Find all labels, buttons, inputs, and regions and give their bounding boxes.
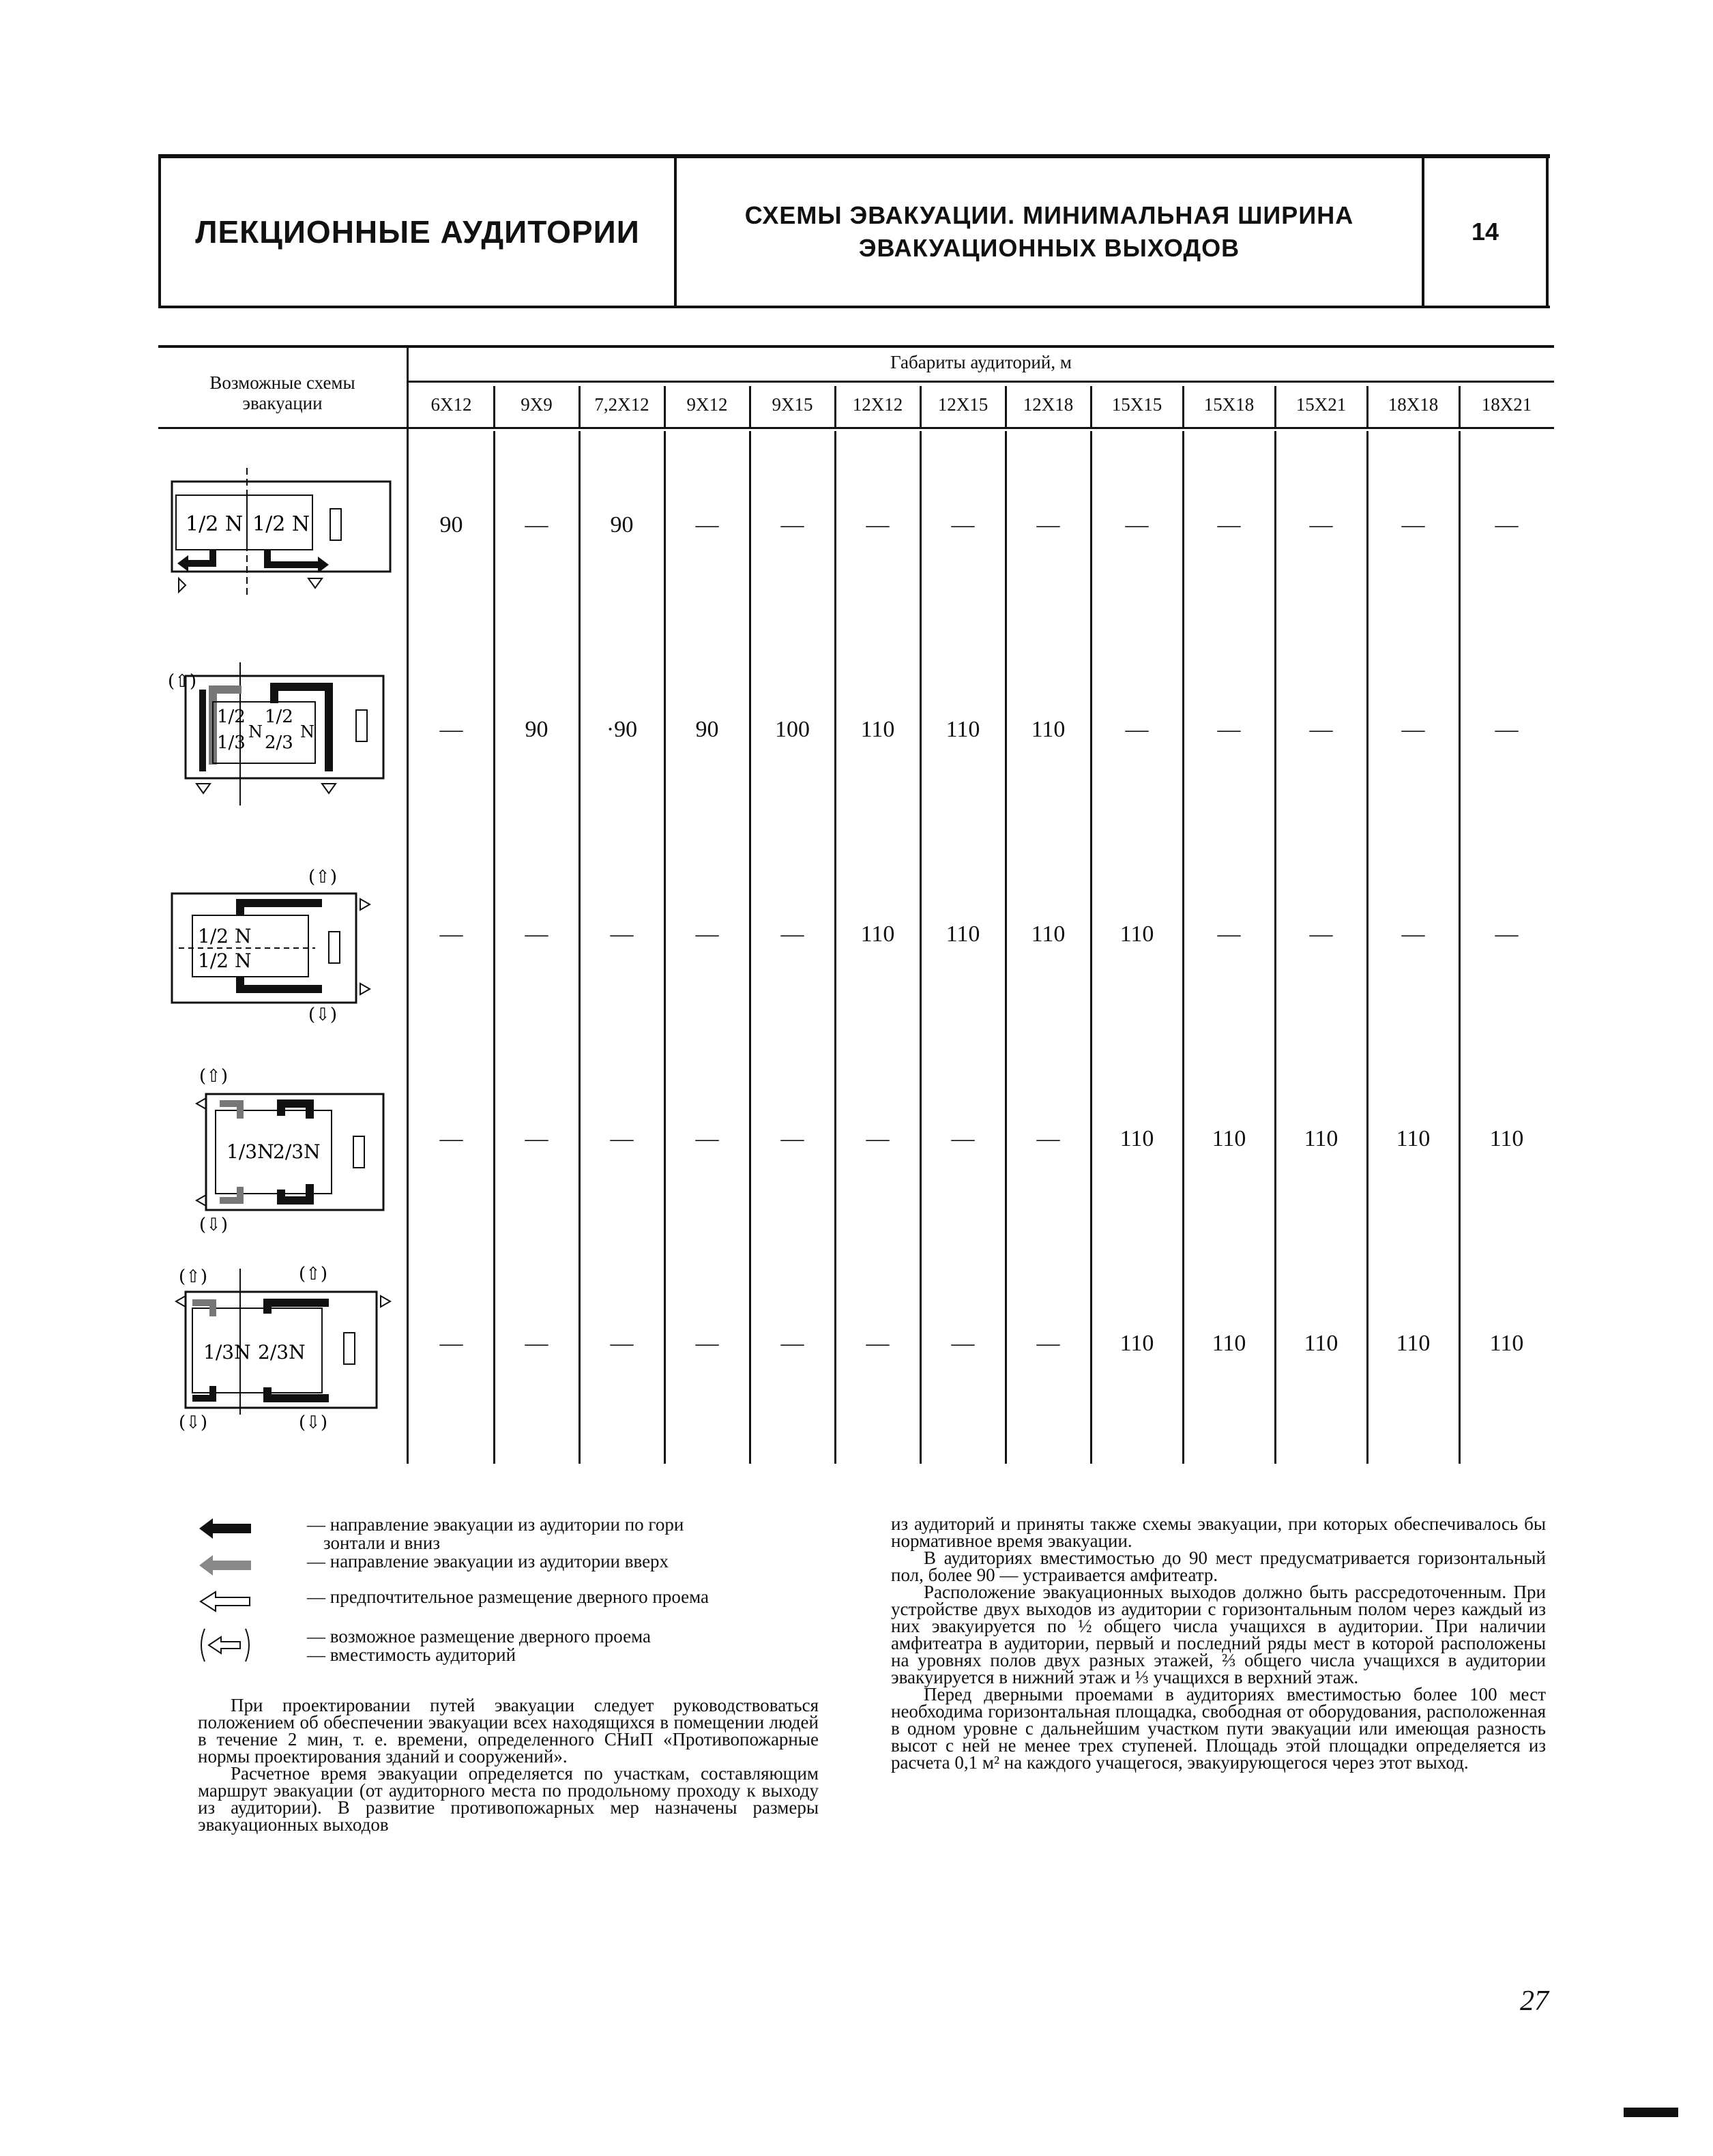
table-cell: 110 — [1031, 717, 1066, 742]
table-cell: — — [1309, 717, 1333, 742]
column-header: 9X15 — [772, 394, 813, 415]
corner-mark — [1624, 2108, 1678, 2117]
header-title-cell — [161, 158, 674, 306]
scheme-label: N — [248, 722, 263, 741]
bracketed-hollow-arrow-icon: (⇧) — [299, 1265, 328, 1284]
table-cell: — — [866, 1126, 890, 1151]
column-divider — [664, 386, 666, 427]
section-number: 14 — [1471, 218, 1499, 246]
table-cell: 110 — [1212, 1331, 1246, 1356]
table-top-rule — [158, 345, 1554, 348]
scheme-label: 2/3N — [273, 1140, 321, 1163]
legend-line: зонтали и вниз — [323, 1533, 440, 1553]
table-cell: 90 — [610, 512, 634, 537]
column-header: 6X12 — [430, 394, 472, 415]
table-header-bottom-rule — [158, 427, 1554, 429]
column-header: 18X21 — [1481, 394, 1532, 415]
column-header: 15X15 — [1111, 394, 1162, 415]
table-cell: — — [951, 1126, 975, 1151]
column-header: 9X12 — [686, 394, 728, 415]
column-header: 12X12 — [852, 394, 903, 415]
scheme-diagram-4 — [165, 1067, 404, 1237]
column-divider — [493, 431, 495, 1464]
hollow-arrow-icon — [308, 578, 322, 588]
solid-arrow-icon — [186, 550, 213, 563]
column-divider — [834, 431, 836, 1464]
hatched-arrow-icon — [198, 1552, 252, 1580]
table-cell: — — [525, 512, 548, 537]
table-cell: 90 — [439, 512, 463, 537]
hollow-arrow-icon — [179, 578, 186, 592]
hollow-arrow-icon — [360, 899, 370, 910]
table-cell: — — [1036, 1126, 1060, 1151]
solid-arrow-icon — [240, 977, 322, 989]
legend-text — [307, 1588, 825, 1606]
column-divider — [579, 386, 581, 427]
page-subtitle-line2: ЭВАКУАЦИОННЫХ ВЫХОДОВ — [858, 234, 1240, 262]
table-cell: 110 — [1396, 1126, 1431, 1151]
table-cell: 110 — [1031, 921, 1066, 947]
lectern — [356, 710, 367, 741]
table-cell: — — [780, 921, 804, 947]
scheme-header-line2: эвакуации — [242, 393, 323, 413]
table-cell: — — [525, 1331, 548, 1356]
scheme-label: 1/2 — [217, 707, 246, 727]
legend-line: — предпочтительное размещение дверного проема — [307, 1586, 709, 1607]
hatched-arrow-icon — [213, 690, 241, 765]
table-cell: 90 — [525, 717, 548, 742]
arrow-head — [318, 557, 329, 573]
column-divider — [920, 386, 922, 427]
column-divider — [1182, 431, 1184, 1464]
table-cell: — — [1401, 717, 1425, 742]
column-divider — [1090, 386, 1092, 427]
column-divider — [749, 386, 751, 427]
body-text-right — [891, 1513, 1546, 1773]
paragraph: В аудиториях вместимостью до 90 мест предусматривается горизонтальный пол, более 90 — устраивается амфитеатр. — [891, 1548, 1546, 1585]
table-cell: 90 — [695, 717, 719, 742]
table-cell: — — [439, 717, 463, 742]
legend-line: — возможное размещение дверного проема — [307, 1626, 651, 1646]
table-cell: 110 — [946, 921, 980, 947]
column-divider — [1005, 431, 1007, 1464]
lectern — [353, 1136, 364, 1168]
table-cell: 100 — [775, 717, 810, 742]
paragraph: При проектировании путей эвакуации следует руководствоваться положением об обеспечении эвакуации всех находящихся в помещении людей в течение 2 мин, т. е. времени, определенного СНиП «Противопожарные нормы проектирования зданий и сооружений». — [198, 1695, 819, 1767]
table-cell: — — [1495, 717, 1519, 742]
scheme-header-line1: Возможные схемы — [209, 372, 355, 393]
table-cell: — — [610, 1331, 634, 1356]
page-subtitle-line1: СХЕМЫ ЭВАКУАЦИИ. МИНИМАЛЬНАЯ ШИРИНА — [744, 201, 1354, 229]
table-cell: — — [1125, 512, 1149, 537]
scheme-label: 1/2 N — [198, 925, 252, 947]
scheme-diagram-3 — [165, 863, 404, 1027]
column-header: 15X21 — [1295, 394, 1347, 415]
bracketed-hollow-arrow-icon: (⇩) — [299, 1413, 328, 1433]
legend-item — [198, 1514, 825, 1553]
table-cell: — — [695, 921, 719, 947]
column-divider — [664, 431, 666, 1464]
legend-item — [198, 1552, 825, 1580]
legend-text — [307, 1627, 825, 1664]
hollow-arrow-icon — [322, 784, 336, 793]
column-header: 12X18 — [1023, 394, 1074, 415]
column-header: 9X9 — [521, 394, 553, 415]
page-title: ЛЕКЦИОННЫЕ АУДИТОРИИ — [195, 214, 640, 250]
table-cell: — — [1036, 512, 1060, 537]
bracketed-hollow-arrow-icon: (⇧) — [179, 1267, 208, 1287]
column-divider — [1459, 431, 1461, 1464]
table-cell: — — [439, 1126, 463, 1151]
scheme-diagram-5 — [165, 1265, 404, 1435]
legend-text — [307, 1516, 825, 1552]
lectern — [344, 1333, 355, 1364]
table-cell: 110 — [946, 717, 980, 742]
table-cell: — — [1401, 512, 1425, 537]
table-cell: — — [1036, 1331, 1060, 1356]
table-cell: — — [525, 921, 548, 947]
table-cell: — — [1401, 921, 1425, 947]
table-cell: — — [780, 1126, 804, 1151]
paragraph: из аудиторий и приняты также схемы эвакуации, при которых обеспечивалось бы нормативное время эвакуации. — [891, 1513, 1546, 1551]
column-divider — [1366, 431, 1368, 1464]
hollow-arrow-icon — [198, 1588, 252, 1615]
table-cell: — — [695, 1126, 719, 1151]
column-header: 12X15 — [937, 394, 989, 415]
arrow-head — [177, 555, 188, 572]
table-cell: 110 — [1304, 1331, 1338, 1356]
column-divider — [579, 431, 581, 1464]
column-header: 7,2X12 — [594, 394, 649, 415]
table-cell: — — [780, 512, 804, 537]
lectern — [330, 509, 341, 540]
column-divider — [1274, 386, 1276, 427]
solid-arrow-icon — [281, 1184, 310, 1200]
legend-text — [307, 1552, 825, 1571]
column-divider — [749, 431, 751, 1464]
legend-item — [198, 1625, 825, 1666]
table-cell: 110 — [860, 921, 895, 947]
table-cell: — — [525, 1126, 548, 1151]
bracketed-hollow-arrow-icon: (⇩) — [179, 1413, 208, 1433]
scheme-label: 2/3 — [265, 733, 293, 753]
table-cell: — — [1217, 717, 1241, 742]
hollow-arrow-icon — [196, 784, 210, 793]
legend-line: — направление эвакуации из аудитории вверх — [307, 1551, 669, 1571]
table-cell: 110 — [1212, 1126, 1246, 1151]
table-cell: — — [439, 1331, 463, 1356]
table-cell: 110 — [1119, 1331, 1154, 1356]
column-divider — [493, 386, 495, 427]
scheme-label: N — [300, 722, 314, 741]
scheme-label: 1/2 N — [198, 949, 252, 972]
lectern — [329, 932, 340, 963]
table-cell: — — [610, 1126, 634, 1151]
column-divider — [920, 431, 922, 1464]
scheme-diagram-1 — [165, 468, 404, 611]
solid-arrow-icon — [240, 903, 322, 915]
scheme-label: 1/2 N — [252, 512, 310, 536]
bracketed-hollow-arrow-icon: (⇧) — [199, 1067, 229, 1087]
column-divider — [1459, 386, 1461, 427]
legend-line: — вместимость аудиторий — [307, 1644, 516, 1665]
bracketed-hollow-arrow-icon: (⇧) — [308, 867, 338, 887]
table-cell: 110 — [1119, 1126, 1154, 1151]
legend-item — [198, 1588, 825, 1615]
table-cell: — — [1125, 717, 1149, 742]
table-cell: 110 — [1489, 1126, 1524, 1151]
table-cell: — — [1495, 921, 1519, 947]
page-number: 27 — [1520, 1985, 1549, 2017]
hollow-arrow-icon — [360, 984, 370, 994]
header-number-cell — [1424, 158, 1546, 306]
bracketed-hollow-arrow-icon: (⇩) — [199, 1215, 229, 1235]
table-cell: — — [1217, 921, 1241, 947]
column-divider — [1366, 386, 1368, 427]
column-header: 18X18 — [1388, 394, 1439, 415]
table-cell: — — [951, 512, 975, 537]
column-divider — [834, 386, 836, 427]
table-cell: — — [610, 921, 634, 947]
table-cell: — — [695, 512, 719, 537]
scheme-column-header — [158, 372, 407, 413]
table-cell: 110 — [860, 717, 895, 742]
table-cell: — — [439, 921, 463, 947]
dimensions-header: Габариты аудиторий, м — [890, 352, 1072, 372]
scheme-label: 1/3N — [226, 1140, 274, 1163]
column-header: 15X18 — [1203, 394, 1255, 415]
column-divider — [1182, 386, 1184, 427]
table-cell: — — [695, 1331, 719, 1356]
table-cell: 110 — [1304, 1126, 1338, 1151]
solid-arrow-icon — [267, 550, 319, 565]
paragraph: Расположение эвакуационных выходов должно быть рассредоточенным. При устройстве двух выходов из аудитории с горизонтальным полом через каждый из них эвакуируется по ½ общего числа учащихся в аудитории. При наличии амфитеатра в аудитории, первый и последний ряды мест в которой расположены на уровнях полов двух разных этажей, ⅔ общего числа учащихся в аудитории эвакуируется в нижний этаж и ⅓ учащихся в верхний этаж. — [891, 1582, 1546, 1687]
table-cell: — — [1309, 512, 1333, 537]
paragraph: Расчетное время эвакуации определяется по участкам, составляющим маршрут эвакуации (от аудиторного места по продольному проходу к выходу из аудитории). В развитие противопожарных мер назначены размеры эвакуационных выходов — [198, 1763, 819, 1835]
table-cell: — — [1217, 512, 1241, 537]
scheme-label: 1/3 — [217, 733, 246, 753]
column-divider — [1090, 431, 1092, 1464]
page-header — [158, 154, 1550, 308]
scheme-label: 1/3N — [203, 1341, 251, 1363]
hatched-arrow-icon — [192, 1303, 213, 1316]
table-cell: — — [866, 1331, 890, 1356]
table-cell: — — [780, 1331, 804, 1356]
header-subtitle-cell — [677, 158, 1422, 306]
table-cell: ·90 — [606, 717, 638, 742]
column-divider — [1005, 386, 1007, 427]
evacuation-table — [158, 345, 1554, 1464]
table-cell: — — [866, 512, 890, 537]
table-header-rule — [408, 381, 1554, 383]
hollow-arrow-icon — [381, 1296, 390, 1307]
header-bottom-rule — [158, 306, 1550, 308]
table-cell: 110 — [1119, 921, 1154, 947]
scheme-label: 1/2 — [265, 707, 293, 727]
bracketed-hollow-arrow-icon: (⇩) — [308, 1005, 338, 1025]
bracketed-hollow-arrow-icon — [198, 1625, 252, 1666]
table-cell: 110 — [1396, 1331, 1431, 1356]
legend-line: — направление эвакуации из аудитории по гори — [307, 1514, 684, 1535]
scheme-label: 1/2 N — [186, 512, 244, 536]
table-cell: — — [1495, 512, 1519, 537]
scheme-diagram-2 — [165, 662, 404, 812]
table-cell: 110 — [1489, 1331, 1524, 1356]
header-divider — [1546, 158, 1549, 306]
table-cell: — — [951, 1331, 975, 1356]
scheme-label: 2/3N — [258, 1341, 306, 1363]
hollow-arrow-icon — [196, 1098, 206, 1109]
table-cell: — — [1309, 921, 1333, 947]
hollow-arrow-icon — [176, 1296, 186, 1307]
body-text-left — [198, 1697, 819, 1833]
hollow-arrow-icon — [196, 1195, 206, 1206]
bracketed-hollow-arrow-icon: (⇧) — [168, 671, 197, 692]
solid-arrow-icon — [198, 1516, 252, 1543]
paragraph: Перед дверными проемами в аудиториях вместимостью более 100 мест необходима горизонтальная площадка, свободная от оборудования, расположенная в одном уровне с дальнейшим участком пути эвакуации или имеющая разность высот с ней не менее трех ступеней. Площадь этой площадки определяется из расчета 0,1 м² на каждого учащегося, эвакуирующегося через этот выход. — [891, 1684, 1546, 1773]
column-divider — [1274, 431, 1276, 1464]
